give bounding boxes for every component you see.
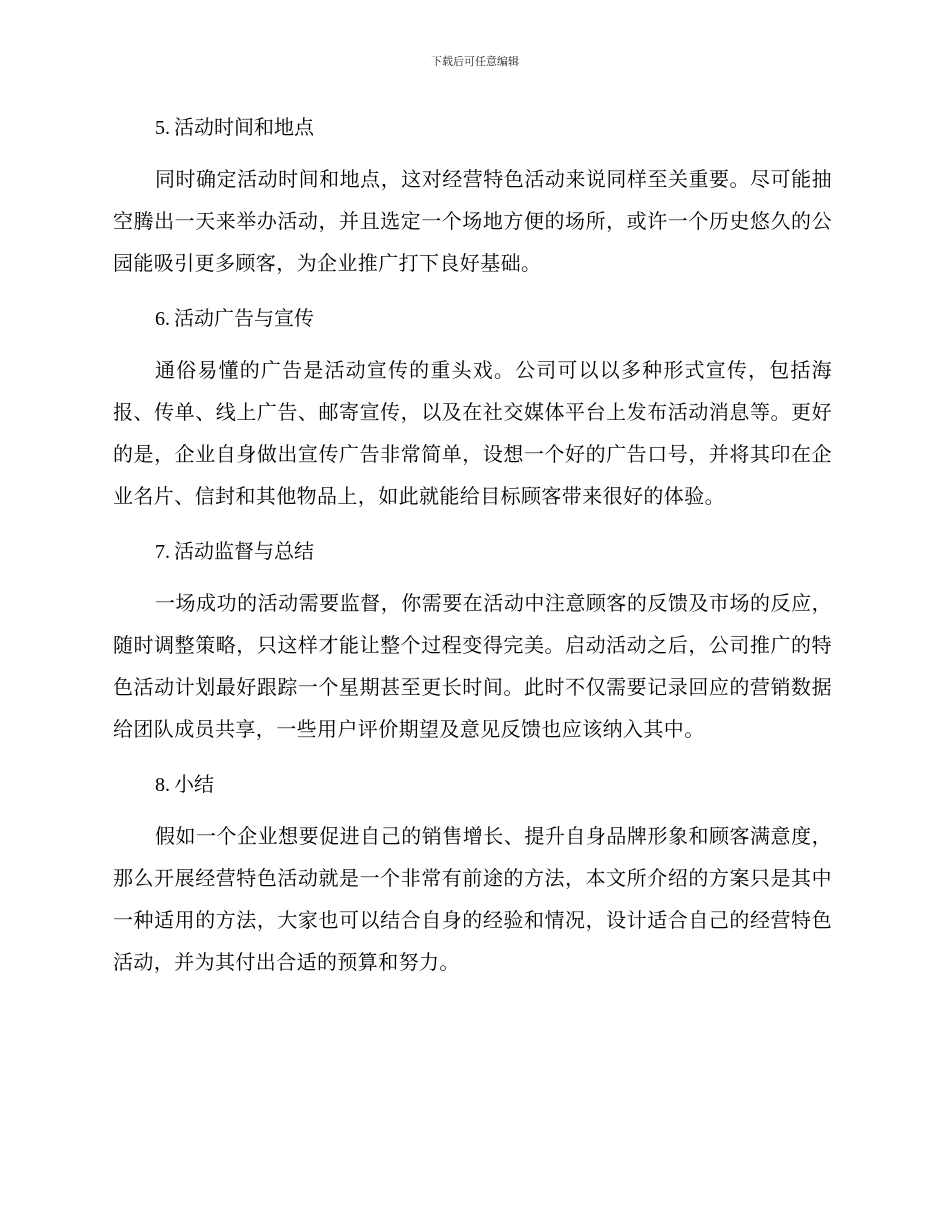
section-6 — [113, 297, 832, 517]
section-number: 6. — [155, 308, 170, 330]
section-5 — [113, 106, 832, 284]
section-number: 7. — [155, 541, 170, 563]
document-body — [113, 106, 832, 983]
section-title: 小结 — [174, 772, 214, 796]
page-header: 下载后可任意编辑 — [431, 55, 519, 68]
section-paragraph: 同时确定活动时间和地点，这对经营特色活动来说同样至关重要。尽可能抽空腾出一天来举办活动，并且选定一个场地方便的场所，或许一个历史悠久的公园能吸引更多顾客，为企业推广打下良好基础。 — [113, 167, 832, 275]
section-heading — [113, 530, 832, 572]
section-title: 活动时间和地点 — [174, 115, 314, 139]
section-8 — [113, 763, 832, 983]
section-heading — [113, 297, 832, 339]
section-paragraph: 假如一个企业想要促进自己的销售增长、提升自身品牌形象和顾客满意度，那么开展经营特色活动就是一个非常有前途的方法，本文所介绍的方案只是其中一种适用的方法，大家也可以结合自身的经验和情况，设计适合自己的经营特色活动，并为其付出合适的预算和努力。 — [113, 824, 832, 974]
section-heading — [113, 763, 832, 805]
section-heading — [113, 106, 832, 148]
section-number: 5. — [155, 117, 170, 139]
section-title: 活动监督与总结 — [174, 539, 314, 563]
section-paragraph: 一场成功的活动需要监督，你需要在活动中注意顾客的反馈及市场的反应，随时调整策略，只这样才能让整个过程变得完美。启动活动之后，公司推广的特色活动计划最好跟踪一个星期甚至更长时间。此时不仅需要记录回应的营销数据给团队成员共享，一些用户评价期望及意见反馈也应该纳入其中。 — [113, 591, 832, 741]
section-number: 8. — [155, 774, 170, 796]
section-7 — [113, 530, 832, 750]
section-paragraph: 通俗易懂的广告是活动宣传的重头戏。公司可以以多种形式宣传，包括海报、传单、线上广告、邮寄宣传，以及在社交媒体平台上发布活动消息等。更好的是，企业自身做出宣传广告非常简单，设想一个好的广告口号，并将其印在企业名片、信封和其他物品上，如此就能给目标顾客带来很好的体验。 — [113, 358, 832, 508]
section-title: 活动广告与宣传 — [174, 306, 314, 330]
